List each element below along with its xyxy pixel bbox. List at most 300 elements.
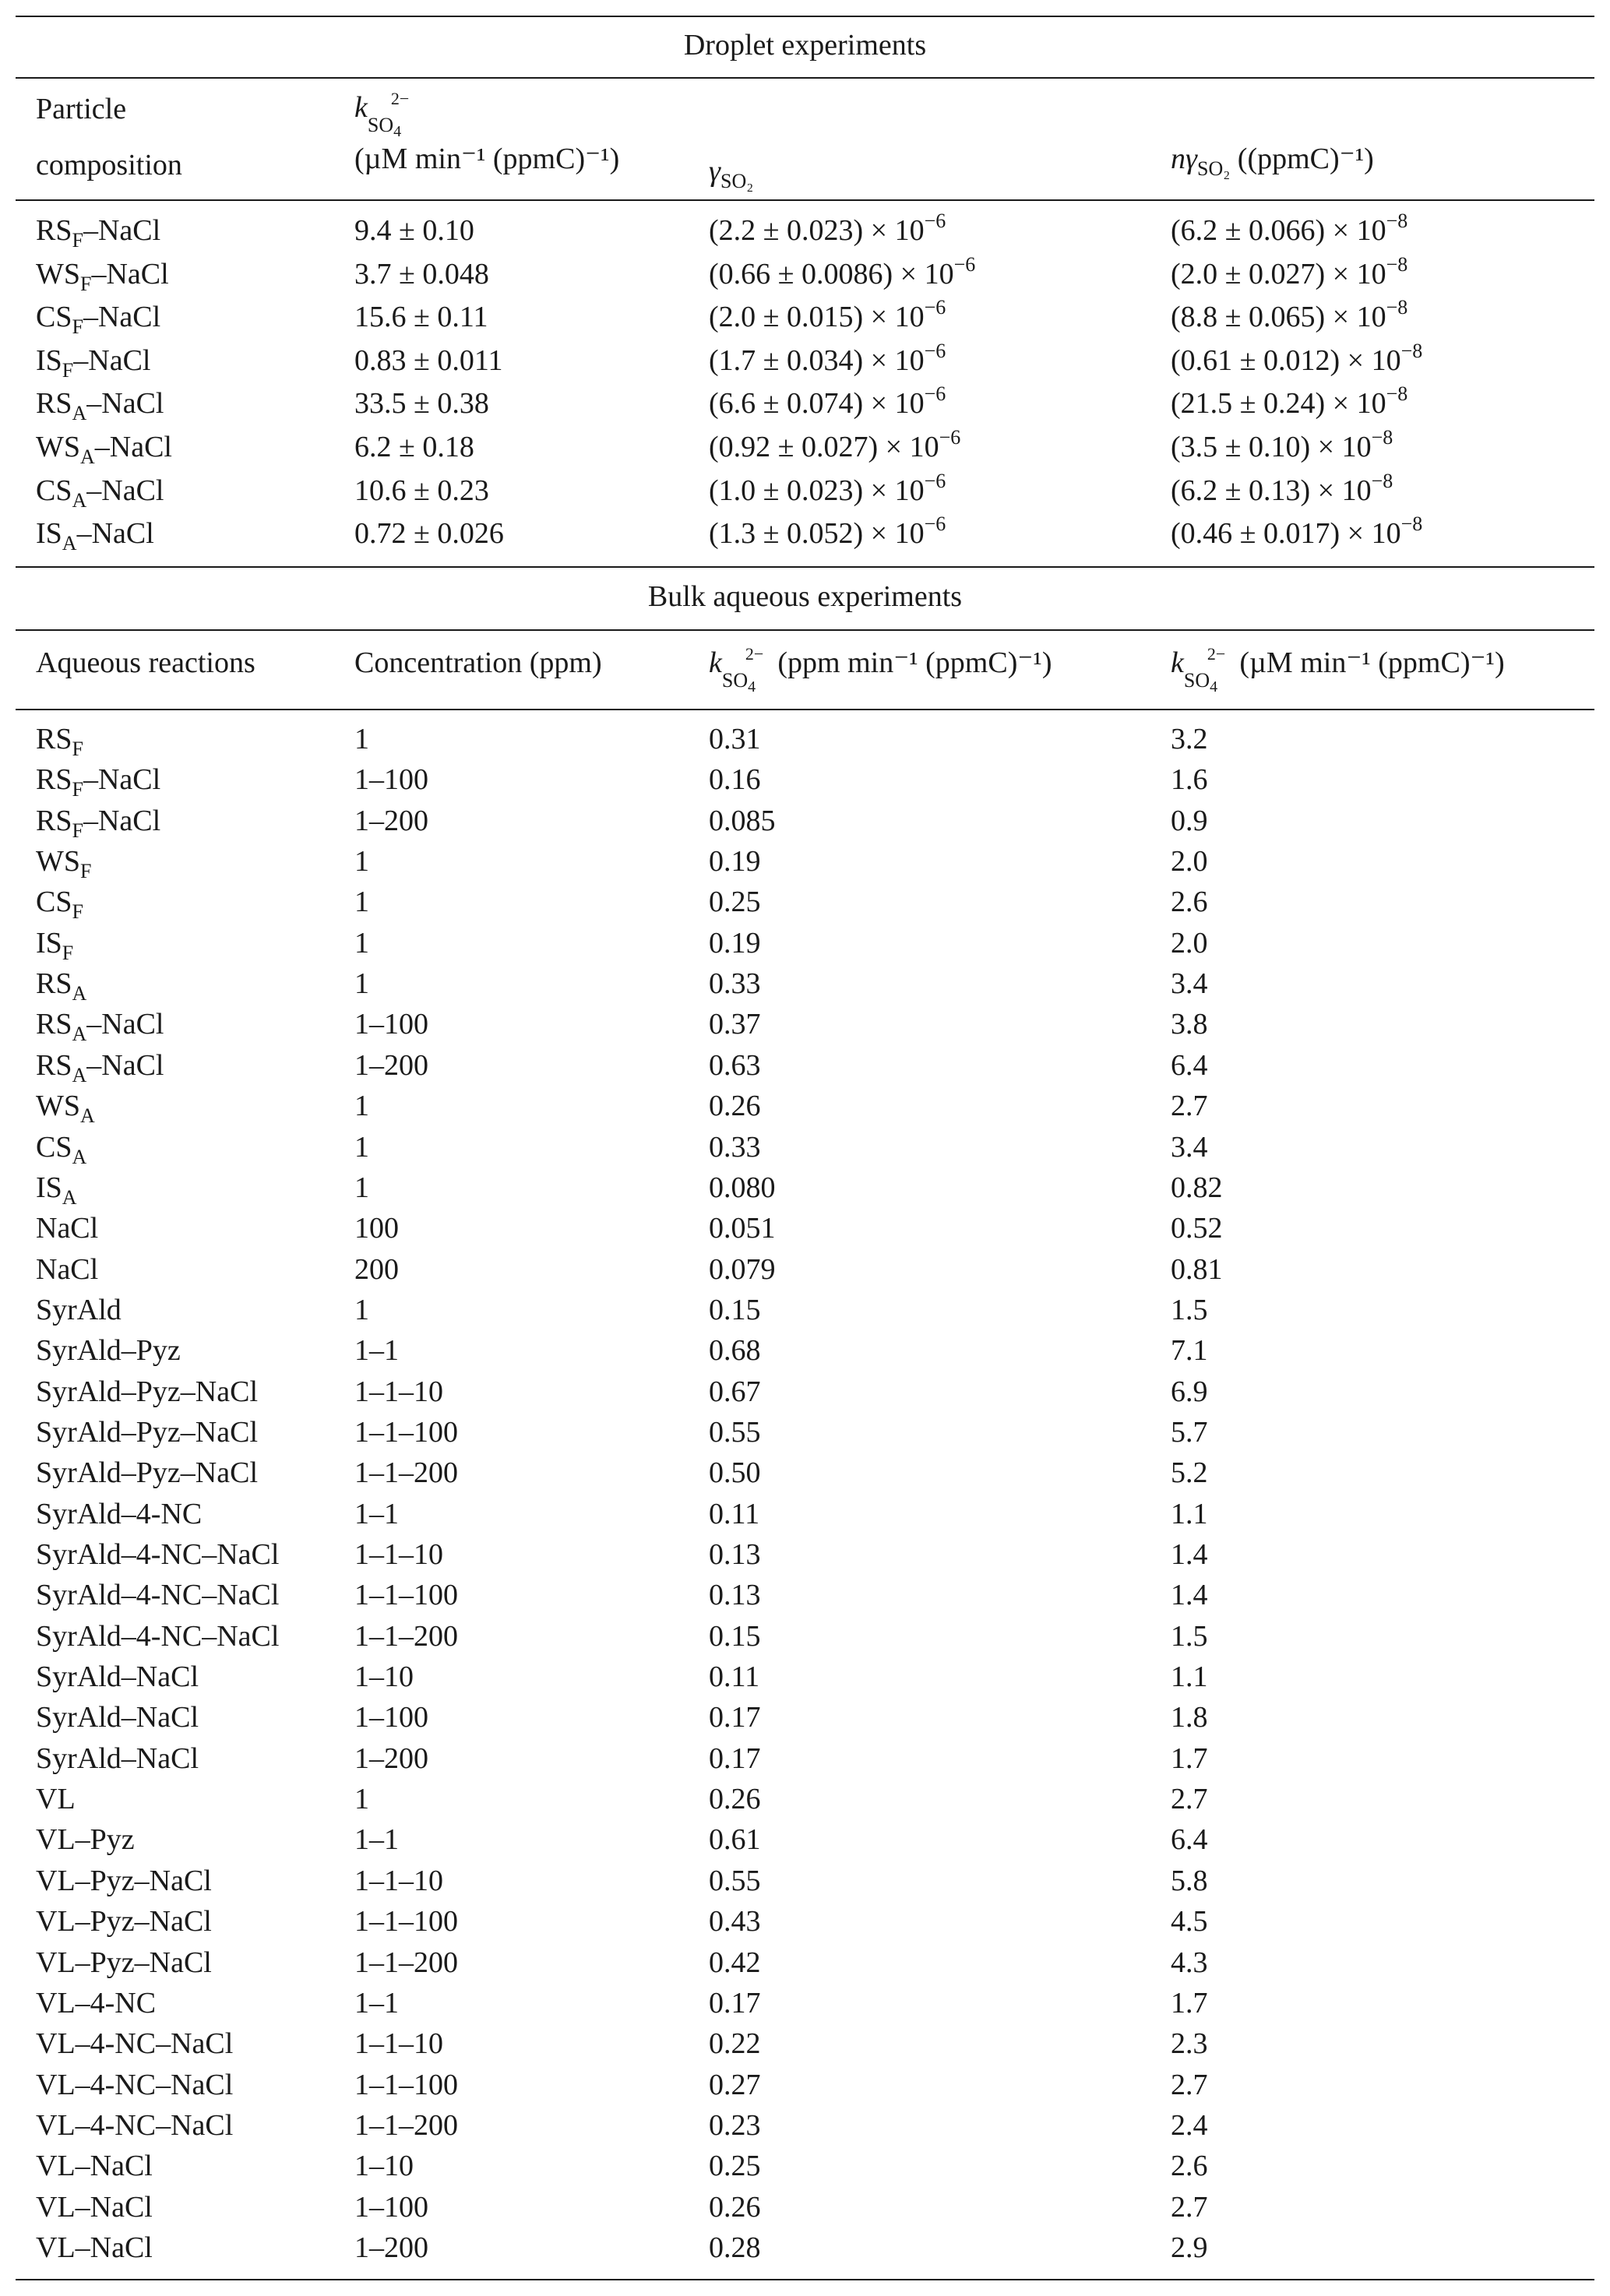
table-row-reaction: [36, 2107, 233, 2144]
composition-name: IS: [36, 344, 62, 377]
ngamma-exponent: −8: [1371, 426, 1393, 449]
table-cell-k-um: 1.1: [1171, 1498, 1208, 1530]
table-row-reaction: [36, 1414, 258, 1451]
table-cell-k-ppm: 0.15: [709, 1620, 761, 1653]
ngamma-exponent: −8: [1400, 512, 1423, 535]
gamma-exponent: −6: [924, 210, 946, 232]
table-cell-k-ppm: 0.31: [709, 723, 761, 755]
reaction-subscript: F: [80, 860, 92, 882]
table-cell-k-um: 2.6: [1171, 2150, 1208, 2182]
reaction-suffix: –NaCl: [83, 763, 161, 796]
table-cell-k-um: 5.8: [1171, 1865, 1208, 1897]
table-cell-k-um: 7.1: [1171, 1334, 1208, 1367]
reaction-subscript: F: [62, 942, 74, 964]
table-cell-k-um: 1.1: [1171, 1660, 1208, 1693]
table-row-reaction: [36, 1210, 98, 1247]
reaction-name: IS: [36, 927, 62, 960]
reaction-subscript: F: [72, 778, 83, 801]
gamma-subscript: SO₂: [720, 170, 754, 192]
droplet-col1-header-line1: Particle: [36, 93, 127, 125]
table-cell-k-um: 1.7: [1171, 1987, 1208, 2020]
gamma-value: (0.92 ± 0.027) × 10: [709, 431, 939, 463]
table-row-reaction: [36, 1576, 279, 1614]
reaction-subscript: F: [72, 819, 83, 842]
reaction-name: VL–Pyz: [36, 1823, 135, 1856]
ngamma-exponent: −8: [1400, 340, 1423, 362]
composition-suffix: –NaCl: [83, 301, 161, 333]
composition-suffix: –NaCl: [86, 474, 164, 507]
table-cell-k-sulfate: 0.83 ± 0.011: [354, 344, 503, 377]
table-cell-k-um: 1.6: [1171, 763, 1208, 796]
table-cell-concentration: 1–1–100: [354, 1416, 458, 1449]
table-cell-gamma: [709, 342, 946, 379]
table-cell-k-ppm: 0.26: [709, 1783, 761, 1815]
table-row-reaction: [36, 1536, 279, 1573]
reaction-name: VL–Pyz–NaCl: [36, 1946, 212, 1979]
table-cell-k-um: 5.7: [1171, 1416, 1208, 1449]
table-row-reaction: [36, 843, 91, 880]
table-cell-k-ppm: 0.27: [709, 2069, 761, 2101]
table-row-composition: [36, 212, 161, 252]
table-cell-k-um: 3.4: [1171, 967, 1208, 1000]
table-cell-concentration: 1: [354, 1171, 369, 1204]
table-row-reaction: [36, 1618, 279, 1655]
reaction-name: RS: [36, 1049, 72, 1082]
reaction-name: SyrAld–4-NC: [36, 1498, 203, 1530]
reaction-subscript: A: [72, 1146, 87, 1168]
table-cell-k-sulfate: 9.4 ± 0.10: [354, 214, 474, 247]
table-cell-concentration: 1–1–200: [354, 1946, 458, 1979]
composition-name: IS: [36, 517, 62, 550]
reaction-name: VL–4-NC: [36, 1987, 157, 2020]
table-row-reaction: [36, 924, 73, 962]
reaction-subscript: F: [72, 738, 83, 760]
table-row-composition: [36, 298, 160, 336]
table-cell-k-sulfate: 10.6 ± 0.23: [354, 474, 489, 507]
gamma-exponent: −6: [924, 470, 946, 492]
reaction-subscript: A: [72, 1023, 87, 1045]
table-row-reaction: [36, 1373, 258, 1410]
table-row-reaction: [36, 965, 87, 1005]
droplet-title-rule: [16, 77, 1594, 79]
table-cell-ngamma: [1171, 298, 1407, 336]
composition-subscript: F: [72, 315, 83, 338]
table-cell-ngamma: [1171, 342, 1422, 379]
table-cell-k-um: 3.4: [1171, 1131, 1208, 1164]
table-cell-k-ppm: 0.051: [709, 1212, 776, 1245]
table-cell-k-ppm: 0.63: [709, 1049, 761, 1082]
table-cell-concentration: 1–1: [354, 1498, 399, 1530]
table-cell-k-ppm: 0.55: [709, 1416, 761, 1449]
table-row-reaction: [36, 1944, 212, 1981]
table-cell-concentration: 1–1: [354, 1987, 399, 2020]
ngamma-value: (21.5 ± 0.24) × 10: [1171, 387, 1386, 420]
table-cell-k-um: 2.7: [1171, 2069, 1208, 2101]
table-cell-concentration: 1: [354, 1090, 369, 1122]
reaction-name: SyrAld–Pyz–NaCl: [36, 1456, 258, 1489]
reaction-name: VL–4-NC–NaCl: [36, 2069, 234, 2101]
reaction-name: RS: [36, 723, 72, 755]
table-cell-concentration: 1–100: [354, 763, 428, 796]
bulk-col3-unit: (ppm min⁻¹ (ppmC)⁻¹): [777, 646, 1052, 679]
reaction-name: VL–Pyz–NaCl: [36, 1905, 212, 1938]
table-cell-gamma: [709, 512, 946, 552]
reaction-name: SyrAld: [36, 1294, 122, 1326]
ngamma-symbol: nγ: [1171, 143, 1197, 175]
table-row-reaction: [36, 2147, 153, 2185]
reaction-name: WS: [36, 1090, 80, 1122]
composition-name: RS: [36, 387, 72, 420]
reaction-name: IS: [36, 1171, 62, 1204]
table-cell-k-ppm: 0.17: [709, 1987, 761, 2020]
table-cell-k-ppm: 0.26: [709, 1090, 761, 1122]
table-cell-k-ppm: 0.13: [709, 1579, 761, 1611]
gamma-value: (1.3 ± 0.052) × 10: [709, 517, 925, 550]
composition-subscript: F: [80, 273, 92, 295]
table-cell-k-ppm: 0.19: [709, 927, 761, 960]
reaction-subscript: A: [72, 1064, 87, 1086]
reaction-name: VL–4-NC–NaCl: [36, 2027, 234, 2060]
table-cell-k-ppm: 0.19: [709, 845, 761, 878]
gamma-symbol: γ: [709, 155, 720, 188]
gamma-exponent: −6: [953, 253, 976, 276]
table-cell-k-ppm: 0.11: [709, 1660, 760, 1693]
composition-subscript: A: [80, 445, 95, 468]
gamma-exponent: −6: [924, 340, 946, 362]
reaction-name: WS: [36, 845, 80, 878]
ngamma-value: (0.61 ± 0.012) × 10: [1171, 344, 1401, 377]
droplet-header-rule: [16, 199, 1594, 201]
table-cell-concentration: 1–1: [354, 1334, 399, 1367]
table-cell-concentration: 1–1–100: [354, 2069, 458, 2101]
table-cell-k-um: 3.2: [1171, 723, 1208, 755]
table-row-reaction: [36, 2025, 233, 2062]
table-cell-k-ppm: 0.50: [709, 1456, 761, 1489]
composition-subscript: F: [72, 229, 83, 252]
reaction-name: VL–4-NC–NaCl: [36, 2109, 234, 2142]
table-cell-concentration: 1–1–10: [354, 1538, 443, 1571]
table-cell-concentration: 1: [354, 845, 369, 878]
bulk-section-title: Bulk aqueous experiments: [647, 580, 963, 613]
table-row-reaction: [36, 1740, 199, 1777]
table-cell-concentration: 1–200: [354, 1742, 428, 1775]
table-cell-ngamma: [1171, 255, 1407, 293]
table-cell-concentration: 1: [354, 927, 369, 960]
table-cell-concentration: 1–100: [354, 1008, 428, 1041]
table-cell-k-um: 6.4: [1171, 1823, 1208, 1856]
table-row-reaction: [36, 1658, 199, 1696]
table-row-reaction: [36, 1780, 76, 1818]
table-cell-concentration: 1: [354, 1294, 369, 1326]
ngamma-value: (6.2 ± 0.066) × 10: [1171, 214, 1386, 247]
droplet-col4-header: [1171, 140, 1374, 178]
gamma-value: (2.0 ± 0.015) × 10: [709, 301, 925, 333]
table-cell-k-um: 0.52: [1171, 1212, 1223, 1245]
ngamma-exponent: −8: [1371, 470, 1393, 492]
reaction-name: SyrAld–NaCl: [36, 1701, 199, 1734]
table-cell-concentration: 1–10: [354, 2150, 414, 2182]
bulk-col1-header: Aqueous reactions: [36, 646, 255, 679]
reaction-name: SyrAld–NaCl: [36, 1742, 199, 1775]
reaction-name: NaCl: [36, 1212, 99, 1245]
table-cell-k-ppm: 0.37: [709, 1008, 761, 1041]
droplet-bottom-rule: [16, 566, 1594, 568]
table-cell-k-um: 4.3: [1171, 1946, 1208, 1979]
bulk-col4-unit: (µM min⁻¹ (ppmC)⁻¹): [1239, 646, 1505, 679]
reaction-name: SyrAld–Pyz–NaCl: [36, 1375, 258, 1408]
table-cell-k-ppm: 0.28: [709, 2231, 761, 2264]
bottom-rule: [16, 2279, 1594, 2280]
table-cell-k-um: 5.2: [1171, 1456, 1208, 1489]
table-cell-concentration: 100: [354, 1212, 399, 1245]
composition-name: CS: [36, 301, 72, 333]
table-cell-k-um: 2.4: [1171, 2109, 1208, 2142]
table-cell-ngamma: [1171, 212, 1407, 249]
composition-name: RS: [36, 214, 72, 247]
composition-name: WS: [36, 258, 80, 291]
table-cell-concentration: 1–1–200: [354, 1620, 458, 1653]
table-row-reaction: [36, 720, 83, 758]
table-cell-concentration: 1–1–100: [354, 1905, 458, 1938]
reaction-name: CS: [36, 1131, 72, 1164]
table-row-reaction: [36, 1251, 98, 1288]
reaction-name: SyrAld–4-NC–NaCl: [36, 1620, 280, 1653]
table-cell-concentration: 200: [354, 1253, 399, 1286]
bulk-title-rule: [16, 629, 1594, 631]
ngamma-subscript: SO₂: [1196, 157, 1231, 180]
table-cell-k-sulfate: 0.72 ± 0.026: [354, 517, 504, 550]
table-cell-k-um: 2.7: [1171, 1090, 1208, 1122]
table-cell-k-sulfate: 6.2 ± 0.18: [354, 431, 474, 463]
reaction-name: SyrAld–NaCl: [36, 1660, 199, 1693]
table-cell-k-ppm: 0.11: [709, 1498, 760, 1530]
table-cell-k-um: 2.6: [1171, 886, 1208, 918]
table-cell-concentration: 1–200: [354, 2231, 428, 2264]
table-cell-k-ppm: 0.42: [709, 1946, 761, 1979]
ngamma-value: (2.0 ± 0.027) × 10: [1171, 258, 1386, 291]
table-cell-k-ppm: 0.26: [709, 2191, 761, 2224]
composition-suffix: –NaCl: [73, 344, 151, 377]
table-cell-k-ppm: 0.17: [709, 1701, 761, 1734]
ngamma-exponent: −8: [1386, 296, 1408, 319]
composition-suffix: –NaCl: [83, 214, 161, 247]
bulk-col2-header: Concentration (ppm): [354, 646, 602, 679]
table-cell-concentration: 1–1–100: [354, 1579, 458, 1611]
table-cell-k-ppm: 0.13: [709, 1538, 761, 1571]
table-cell-concentration: 1–200: [354, 1049, 428, 1082]
composition-name: WS: [36, 431, 80, 463]
table-row-reaction: [36, 1495, 202, 1533]
gamma-value: (0.66 ± 0.0086) × 10: [709, 258, 954, 291]
table-cell-k-ppm: 0.33: [709, 967, 761, 1000]
reaction-name: SyrAld–Pyz–NaCl: [36, 1416, 258, 1449]
reaction-name: RS: [36, 805, 72, 837]
table-cell-k-ppm: 0.15: [709, 1294, 761, 1326]
table-cell-k-um: 6.4: [1171, 1049, 1208, 1082]
table-cell-k-ppm: 0.085: [709, 805, 776, 837]
table-cell-k-um: 1.4: [1171, 1579, 1208, 1611]
ngamma-exponent: −8: [1386, 210, 1408, 232]
table-cell-k-ppm: 0.61: [709, 1823, 761, 1856]
table-cell-gamma: [709, 428, 960, 466]
ngamma-value: (0.46 ± 0.017) × 10: [1171, 517, 1401, 550]
table-cell-concentration: 1–1–10: [354, 2027, 443, 2060]
table-cell-k-um: 0.81: [1171, 1253, 1223, 1286]
reaction-name: VL–NaCl: [36, 2191, 153, 2224]
reaction-name: SyrAld–Pyz: [36, 1334, 181, 1367]
table-cell-concentration: 1: [354, 723, 369, 755]
reaction-name: RS: [36, 1008, 72, 1041]
bulk-col3-header: k $SO_4$ 2− (ppm min⁻¹ (ppmC)⁻¹): [709, 644, 1052, 695]
table-row-reaction: [36, 1291, 122, 1329]
composition-subscript: A: [72, 402, 87, 424]
table-row-reaction: [36, 1169, 77, 1209]
table-cell-k-ppm: 0.25: [709, 2150, 761, 2182]
table-cell-k-um: 1.5: [1171, 1294, 1208, 1326]
table-cell-concentration: 1: [354, 886, 369, 918]
table-cell-k-um: 1.7: [1171, 1742, 1208, 1775]
table-cell-concentration: 1–1–10: [354, 1375, 443, 1408]
table-row-reaction: [36, 1129, 86, 1166]
table-cell-ngamma: [1171, 428, 1393, 466]
ngamma-exponent: −8: [1386, 253, 1408, 276]
table-cell-concentration: 1: [354, 1131, 369, 1164]
table-cell-concentration: 1–10: [354, 1660, 414, 1693]
reaction-name: SyrAld–4-NC–NaCl: [36, 1538, 280, 1571]
table-row-reaction: [36, 1699, 199, 1736]
table-row-reaction: [36, 2066, 233, 2104]
table-cell-k-um: 0.82: [1171, 1171, 1223, 1204]
table-cell-k-ppm: 0.079: [709, 1253, 776, 1286]
composition-suffix: –NaCl: [76, 517, 154, 550]
table-cell-k-um: 2.3: [1171, 2027, 1208, 2060]
table-cell-gamma: [709, 472, 946, 509]
reaction-name: VL–NaCl: [36, 2231, 153, 2264]
table-cell-k-um: 1.8: [1171, 1701, 1208, 1734]
table-cell-concentration: 1–1–200: [354, 2109, 458, 2142]
reaction-suffix: –NaCl: [83, 805, 161, 837]
table-cell-k-um: 2.9: [1171, 2231, 1208, 2264]
composition-subscript: A: [62, 532, 77, 555]
reaction-suffix: –NaCl: [86, 1008, 164, 1041]
table-cell-k-ppm: 0.55: [709, 1865, 761, 1897]
composition-subscript: F: [62, 359, 74, 382]
table-cell-concentration: 1–1: [354, 1823, 399, 1856]
gamma-exponent: −6: [939, 426, 961, 449]
table-cell-k-um: 2.0: [1171, 845, 1208, 878]
gamma-value: (2.2 ± 0.023) × 10: [709, 214, 925, 247]
ngamma-value: (3.5 ± 0.10) × 10: [1171, 431, 1372, 463]
table-row-composition: [36, 255, 169, 293]
table-row-reaction: [36, 1047, 164, 1084]
table-cell-ngamma: [1171, 472, 1393, 509]
table-row-reaction: [36, 2229, 153, 2266]
composition-name: CS: [36, 474, 72, 507]
table-cell-gamma: [709, 298, 946, 336]
reaction-suffix: –NaCl: [86, 1049, 164, 1082]
table-row-reaction: [36, 1862, 212, 1900]
reaction-subscript: A: [80, 1104, 95, 1127]
droplet-col2-header-unit: (µM min⁻¹ (ppmC)⁻¹): [354, 143, 620, 175]
reaction-name: RS: [36, 967, 72, 1000]
table-cell-k-ppm: 0.17: [709, 1742, 761, 1775]
table-cell-gamma: [709, 382, 946, 422]
table-row-composition: [36, 385, 164, 422]
table-cell-k-ppm: 0.16: [709, 763, 761, 796]
table-row-composition: [36, 342, 151, 382]
table-cell-k-ppm: 0.22: [709, 2027, 761, 2060]
reaction-name: CS: [36, 886, 72, 918]
table-row-reaction: [36, 1087, 95, 1125]
gamma-value: (6.6 ± 0.074) × 10: [709, 387, 925, 420]
bulk-col4-header: k $SO_4$ 2− (µM min⁻¹ (ppmC)⁻¹): [1171, 644, 1505, 695]
table-row-composition: [36, 472, 164, 512]
table-row-composition: [36, 515, 154, 555]
droplet-col2-header-symbol: k $SO_4$ 2−: [354, 89, 410, 140]
table-row-reaction: [36, 1332, 181, 1369]
table-cell-k-um: 0.9: [1171, 805, 1208, 837]
ngamma-value: (8.8 ± 0.065) × 10: [1171, 301, 1386, 333]
table-cell-k-um: 2.0: [1171, 927, 1208, 960]
reaction-name: RS: [36, 763, 72, 796]
table-cell-concentration: 1–100: [354, 1701, 428, 1734]
gamma-exponent: −6: [924, 382, 946, 405]
gamma-value: (1.0 ± 0.023) × 10: [709, 474, 925, 507]
droplet-col1-header-line2: composition: [36, 149, 182, 181]
table-row-reaction: [36, 1821, 135, 1858]
table-cell-concentration: 1–1–200: [354, 1456, 458, 1489]
table-cell-k-ppm: 0.23: [709, 2109, 761, 2142]
gamma-exponent: −6: [924, 296, 946, 319]
droplet-col3-header: [709, 153, 753, 190]
ngamma-exponent: −8: [1386, 382, 1408, 405]
table-cell-k-ppm: 0.080: [709, 1171, 776, 1204]
table-cell-concentration: 1: [354, 967, 369, 1000]
reaction-subscript: A: [72, 982, 87, 1005]
reaction-name: VL–NaCl: [36, 2150, 153, 2182]
bulk-header-rule: [16, 709, 1594, 710]
table-cell-concentration: 1–200: [354, 805, 428, 837]
table-cell-k-sulfate: 3.7 ± 0.048: [354, 258, 489, 291]
reaction-subscript: A: [62, 1186, 77, 1209]
composition-suffix: –NaCl: [86, 387, 164, 420]
table-row-reaction: [36, 2189, 153, 2226]
ngamma-unit: ((ppmC)⁻¹): [1237, 143, 1374, 175]
table-cell-k-ppm: 0.25: [709, 886, 761, 918]
table-cell-concentration: 1: [354, 1783, 369, 1815]
table-row-reaction: [36, 1005, 164, 1043]
reaction-name: SyrAld–4-NC–NaCl: [36, 1579, 280, 1611]
table-cell-k-um: 1.4: [1171, 1538, 1208, 1571]
table-cell-k-sulfate: 33.5 ± 0.38: [354, 387, 489, 420]
table-cell-k-ppm: 0.43: [709, 1905, 761, 1938]
table-cell-k-um: 2.7: [1171, 1783, 1208, 1815]
table-cell-concentration: 1–100: [354, 2191, 428, 2224]
top-rule: [16, 16, 1594, 17]
table-row-reaction: [36, 1454, 258, 1491]
table-cell-ngamma: [1171, 382, 1408, 422]
table-cell-k-um: 3.8: [1171, 1008, 1208, 1041]
composition-suffix: –NaCl: [91, 258, 169, 291]
table-cell-gamma: [709, 255, 975, 293]
reaction-name: NaCl: [36, 1253, 99, 1286]
ngamma-value: (6.2 ± 0.13) × 10: [1171, 474, 1372, 507]
reaction-name: VL: [36, 1783, 76, 1815]
table-cell-k-um: 1.5: [1171, 1620, 1208, 1653]
table-row-reaction: [36, 802, 160, 840]
table-cell-k-sulfate: 15.6 ± 0.11: [354, 301, 488, 333]
table-cell-k-ppm: 0.67: [709, 1375, 761, 1408]
